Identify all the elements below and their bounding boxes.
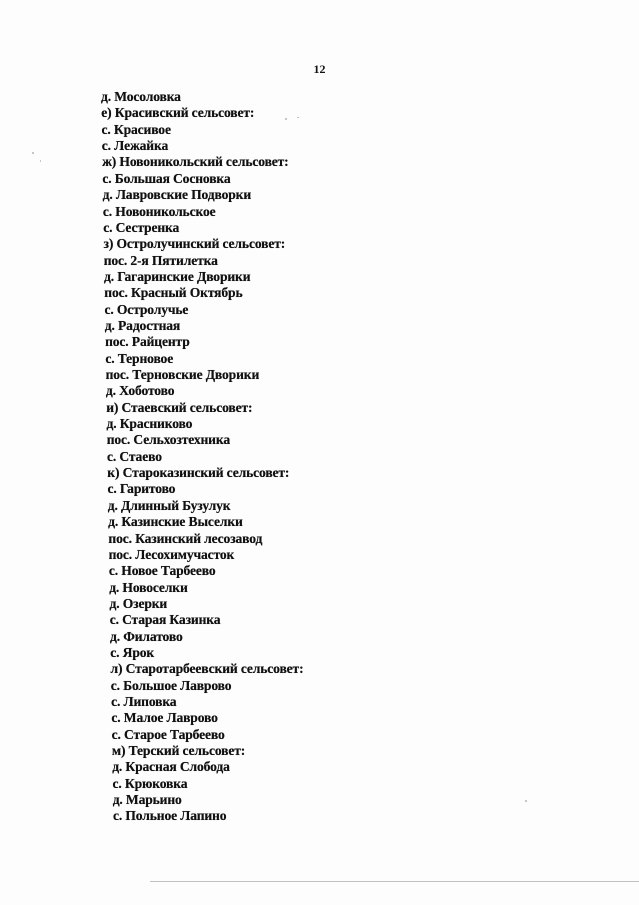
list-item: с. Старое Тарбеево	[111, 726, 225, 742]
list-item: м) Терский сельсовет:	[111, 743, 246, 758]
list-item: пос. Красный Октябрь	[104, 285, 243, 301]
list-item: д. Марьино	[112, 792, 182, 808]
list-item: с. Малое Лаврово	[111, 710, 218, 726]
list-item: с. Красивое	[101, 121, 171, 137]
list-item: д. Радостная	[104, 317, 181, 333]
list-item: е) Красивский сельсовет:	[101, 105, 255, 121]
list-item: д. Озерки	[109, 595, 168, 611]
list-item: д. Казинские Выселки	[108, 514, 243, 530]
list-item: с. Новоникольское	[102, 203, 216, 219]
list-item: д. Новоселки	[109, 579, 188, 595]
scan-speck	[32, 152, 34, 154]
list-item: с. Ярок	[110, 644, 155, 660]
list-item: с. Остролучье	[104, 301, 189, 317]
list-item: с. Терновое	[105, 350, 174, 366]
list-item: с. Старая Казинка	[109, 612, 221, 628]
list-item: пос. Казинский лесозавод	[108, 530, 263, 546]
scan-speck	[297, 117, 299, 118]
list-item: д. Мосоловка	[101, 89, 181, 104]
list-item: с. Липовка	[111, 694, 177, 709]
list-item: д. Красниково	[106, 416, 193, 431]
list-item: с. Гаритово	[107, 481, 176, 497]
list-item: д. Хоботово	[105, 383, 175, 399]
list-item: з) Остролучинский сельсовет:	[103, 236, 286, 252]
list-item: д. Гагаринские Дворики	[104, 268, 251, 284]
list-item: д. Длинный Бузулук	[107, 497, 231, 513]
list-item: д. Филатово	[110, 628, 183, 644]
scan-speck	[40, 160, 41, 162]
list-item: д. Красная Слобода	[112, 759, 230, 775]
list-item: пос. Терновские Дворики	[105, 367, 260, 382]
list-item: с. Сестренка	[103, 219, 180, 235]
list-item: и) Стаевский сельсовет:	[106, 399, 253, 415]
scan-edge-line	[150, 881, 639, 882]
page-number: 12	[313, 62, 326, 76]
list-item: ж) Новоникольский сельсовет:	[102, 154, 289, 170]
list-item: с. Большая Сосновка	[102, 170, 231, 186]
list-item: с. Новое Тарбеево	[108, 563, 216, 579]
scan-speck	[525, 800, 527, 802]
list-item: пос. 2-я Пятилетка	[103, 252, 218, 268]
list-item: к) Старокaзинский сельсовет:	[107, 465, 290, 481]
list-item: пос. Лесохимучасток	[108, 546, 235, 562]
list-item: с. Лежайка	[101, 138, 169, 154]
list-item: с. Большое Лаврово	[110, 677, 232, 693]
list-item: пос. Райцентр	[105, 334, 190, 350]
list-item: пос. Сельхозтехника	[106, 432, 230, 448]
list-item: с. Крюковка	[112, 775, 188, 791]
scan-speck	[285, 118, 287, 120]
list-item: с. Стаево	[107, 448, 162, 464]
list-item: л) Старотарбеевский сельсовет:	[110, 661, 304, 677]
list-item: д. Лавровские Подворки	[102, 187, 252, 203]
list-item: с. Польное Лапино	[113, 808, 227, 824]
